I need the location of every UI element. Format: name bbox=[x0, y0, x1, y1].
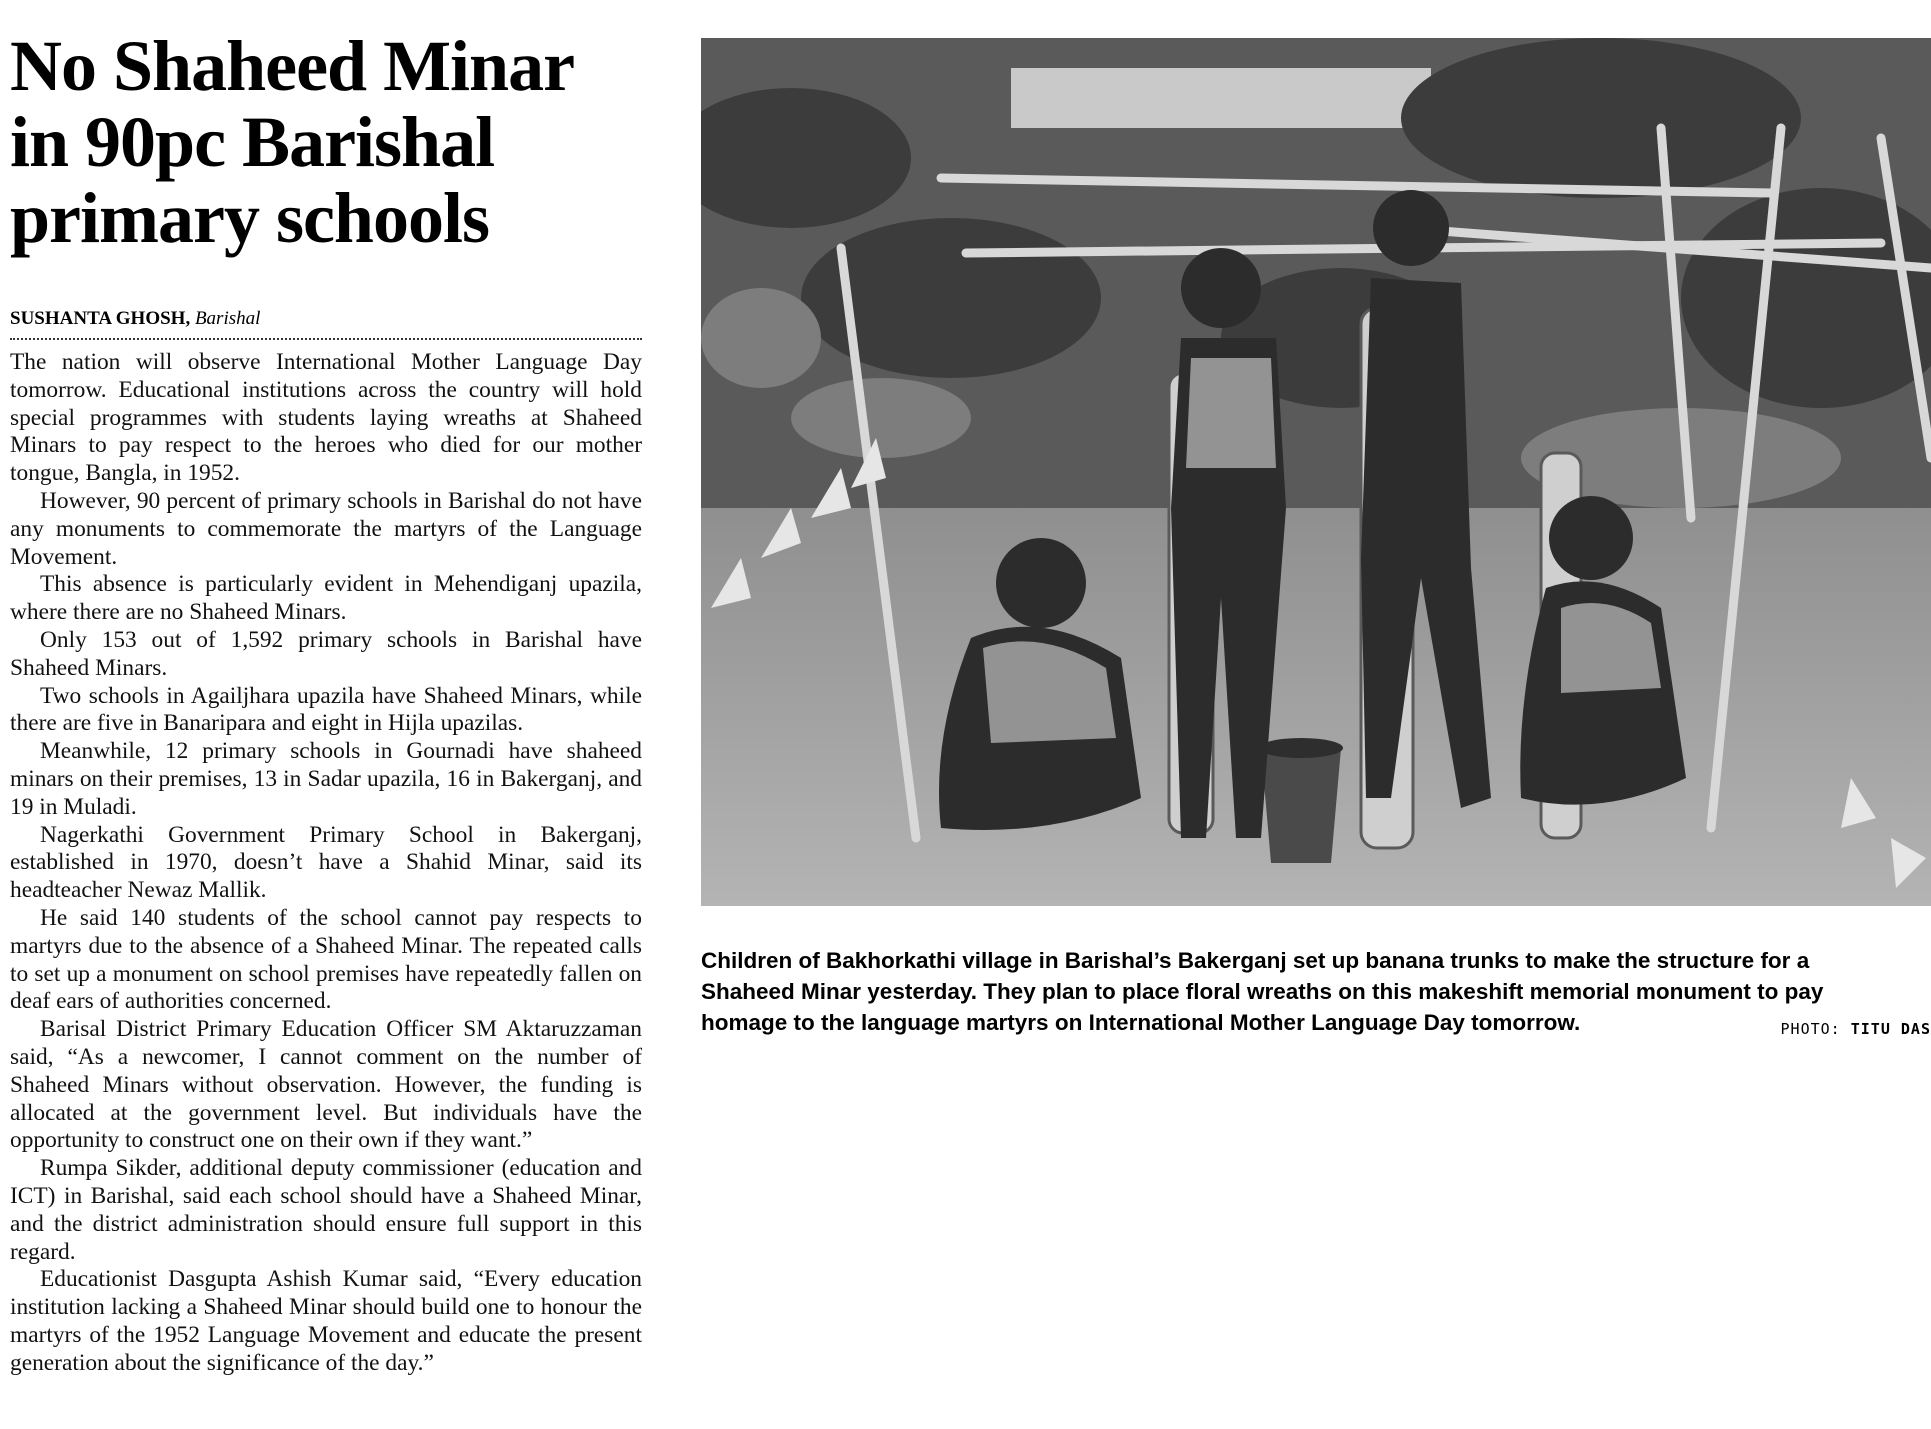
article-paragraph: Only 153 out of 1,592 primary schools in Barishal have Shaheed Minars. bbox=[10, 626, 642, 681]
article-paragraph: However, 90 percent of primary schools in Barishal do not have any monuments to commemorate the martyrs of the Language Movement. bbox=[10, 487, 642, 570]
article-paragraph: Meanwhile, 12 primary schools in Gournadi have shaheed minars on their premises, 13 in Sadar upazila, 16 in Bakerganj, and 19 in Muladi. bbox=[10, 738, 642, 820]
article-paragraph: Nagerkathi Government Primary School in Bakerganj, established in 1970, doesn’t have a Shahid Minar, said its headteacher Newaz Mallik. bbox=[10, 821, 642, 904]
article-column bbox=[10, 28, 642, 1377]
photo-caption-block bbox=[701, 945, 1931, 1038]
article-paragraph: Educationist Dasgupta Ashish Kumar said, “Every education institution lacking a Shaheed Minar should build one to honour the martyrs of the 1952 Language Movement and educate the present generation about the significance of the day.” bbox=[10, 1266, 642, 1376]
news-photo bbox=[701, 38, 1931, 906]
article-paragraph: He said 140 students of the school cannot pay respects to martyrs due to the absence of a Shaheed Minar. The repeated calls to set up a monument on school premises have repeatedly fallen on deaf ears of authorities concerned. bbox=[10, 904, 642, 1015]
headline-line-2: in 90pc Barishal bbox=[10, 102, 495, 182]
photo-credit bbox=[1781, 1020, 1931, 1038]
article-paragraph: This absence is particularly evident in Mehendiganj upazila, where there are no Shaheed Minars. bbox=[10, 571, 642, 626]
headline-line-3: primary schools bbox=[10, 178, 489, 258]
article-paragraph: Rumpa Sikder, additional deputy commissioner (education and ICT) in Barishal, said each school should have a Shaheed Minar, and the district administration should ensure full support in this regard. bbox=[10, 1155, 642, 1265]
photo-illustration bbox=[701, 38, 1931, 906]
photo-credit-name: TITU DAS bbox=[1850, 1020, 1931, 1038]
photo-credit-label: PHOTO: bbox=[1780, 1020, 1841, 1038]
article-paragraph: Two schools in Agailjhara upazila have Shaheed Minars, while there are five in Banaripara and eight in Hijla upazilas. bbox=[10, 682, 642, 737]
headline bbox=[10, 28, 642, 256]
headline-line-1: No Shaheed Minar bbox=[10, 26, 575, 106]
article-body bbox=[10, 349, 642, 1377]
byline-author: SUSHANTA GHOSH, bbox=[10, 308, 191, 329]
article-paragraph: The nation will observe International Mother Language Day tomorrow. Educational institutions across the country will hold special programmes with students laying wreaths at Shaheed Minars to pay respect to the heroes who died for our mother tongue, Bangla, in 1952. bbox=[10, 349, 642, 487]
article-paragraph: Barisal District Primary Education Officer SM Aktaruzzaman said, “As a newcomer, I cannot comment on the number of Shaheed Minars without observation. However, the funding is allocated at the government level. But individuals have the opportunity to construct one on their own if they want.” bbox=[10, 1016, 642, 1154]
byline bbox=[10, 308, 642, 340]
photo-caption: Children of Bakhorkathi village in Barishal’s Bakerganj set up banana trunks to make the structure for a Shaheed Minar yesterday. They plan to place floral wreaths on this makeshift memorial monument to pay homage to the language martyrs on International Mother Language Day tomorrow. bbox=[701, 948, 1824, 1035]
byline-place: Barishal bbox=[194, 308, 261, 329]
